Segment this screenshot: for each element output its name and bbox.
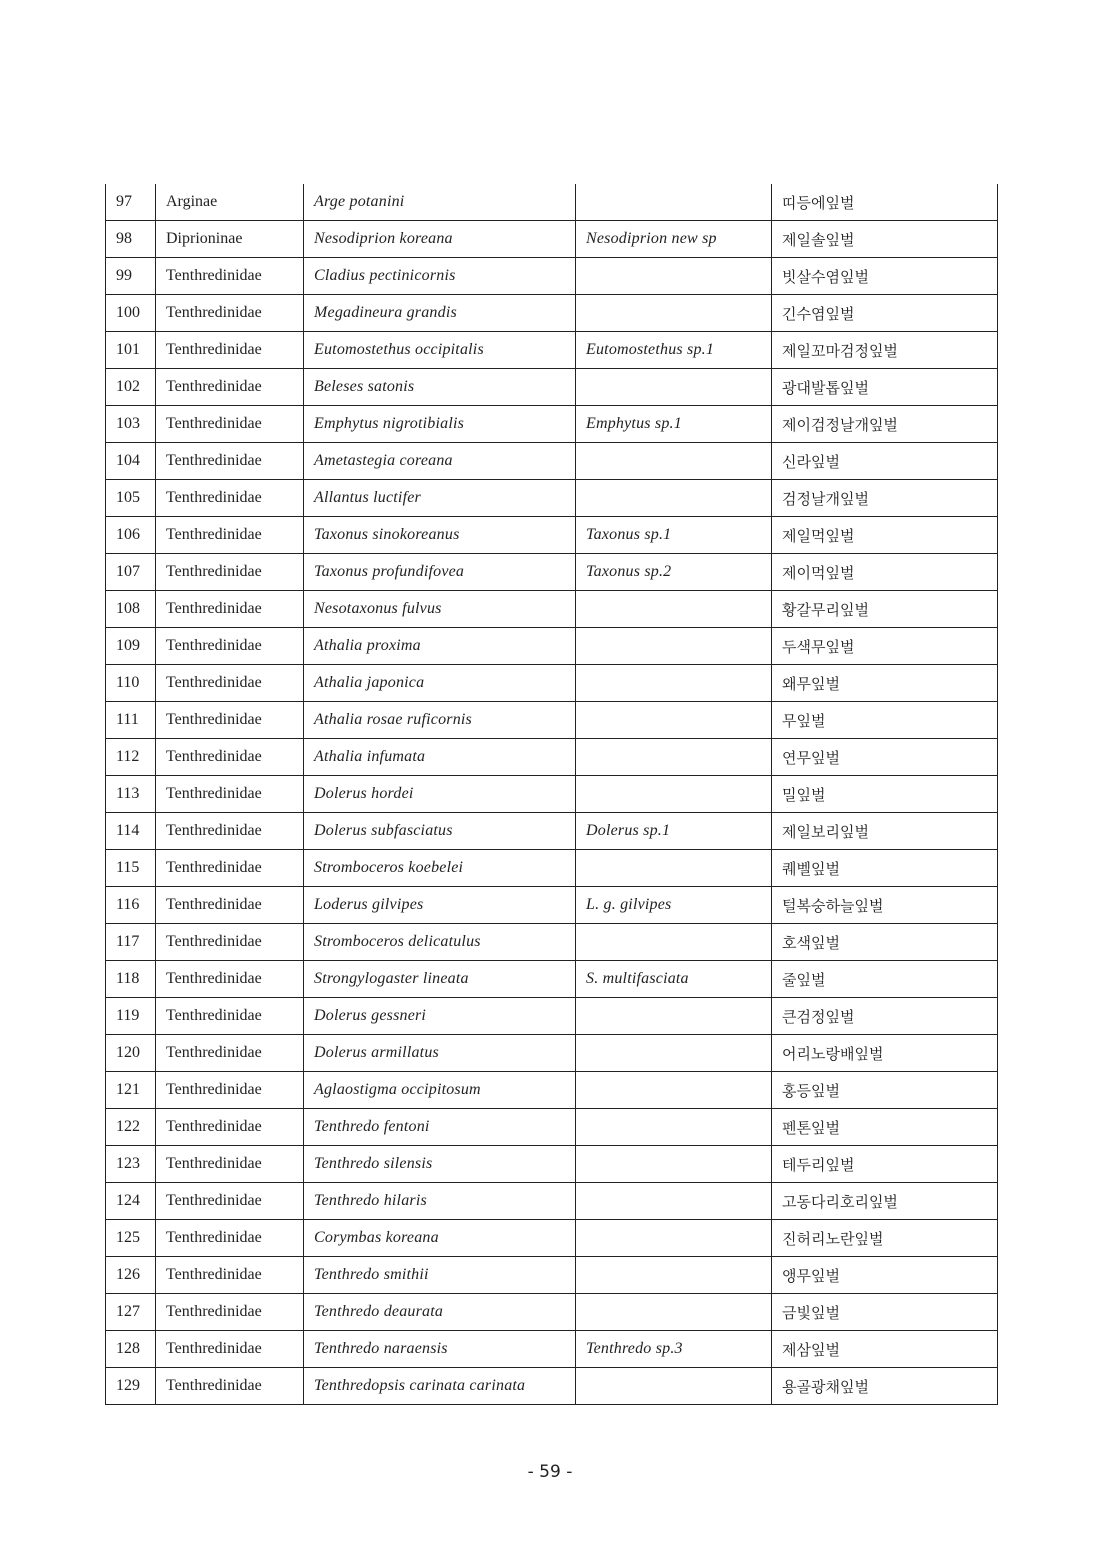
scientific-name-cell: Allantus luctifer: [304, 480, 576, 517]
row-number-cell: 112: [106, 739, 156, 776]
scientific-name-cell: Tenthredo silensis: [304, 1146, 576, 1183]
row-number-cell: 110: [106, 665, 156, 702]
table-row: [106, 332, 998, 369]
synonym-cell: S. multifasciata: [576, 961, 772, 998]
scientific-name-cell: Strongylogaster lineata: [304, 961, 576, 998]
synonym-cell: Tenthredo sp.3: [576, 1331, 772, 1368]
table-row: [106, 1257, 998, 1294]
korean-name-cell: 펜톤잎벌: [772, 1109, 998, 1146]
scientific-name-cell: Tenthredo naraensis: [304, 1331, 576, 1368]
korean-name-cell: 앵무잎벌: [772, 1257, 998, 1294]
table-row: [106, 1146, 998, 1183]
table-row: [106, 1183, 998, 1220]
table-row: [106, 184, 998, 221]
korean-name-cell: 퀘벨잎벌: [772, 850, 998, 887]
korean-name-cell: 광대발톱잎벌: [772, 369, 998, 406]
row-number-cell: 129: [106, 1368, 156, 1405]
scientific-name-cell: Tenthredopsis carinata carinata: [304, 1368, 576, 1405]
row-number-cell: 127: [106, 1294, 156, 1331]
family-cell: Tenthredinidae: [156, 776, 304, 813]
family-cell: Tenthredinidae: [156, 887, 304, 924]
korean-name-cell: 띠등에잎벌: [772, 184, 998, 221]
table-row: [106, 1035, 998, 1072]
family-cell: Tenthredinidae: [156, 1035, 304, 1072]
korean-name-cell: 무잎벌: [772, 702, 998, 739]
row-number-cell: 116: [106, 887, 156, 924]
synonym-cell: [576, 591, 772, 628]
scientific-name-cell: Tenthredo hilaris: [304, 1183, 576, 1220]
family-cell: Tenthredinidae: [156, 665, 304, 702]
family-cell: Tenthredinidae: [156, 406, 304, 443]
synonym-cell: [576, 924, 772, 961]
synonym-cell: [576, 369, 772, 406]
korean-name-cell: 제일먹잎벌: [772, 517, 998, 554]
scientific-name-cell: Dolerus gessneri: [304, 998, 576, 1035]
synonym-cell: [576, 258, 772, 295]
scientific-name-cell: Loderus gilvipes: [304, 887, 576, 924]
synonym-cell: [576, 850, 772, 887]
scientific-name-cell: Eutomostethus occipitalis: [304, 332, 576, 369]
row-number-cell: 123: [106, 1146, 156, 1183]
scientific-name-cell: Tenthredo smithii: [304, 1257, 576, 1294]
korean-name-cell: 제삼잎벌: [772, 1331, 998, 1368]
synonym-cell: Taxonus sp.2: [576, 554, 772, 591]
synonym-cell: [576, 628, 772, 665]
row-number-cell: 126: [106, 1257, 156, 1294]
species-table-body: [106, 184, 998, 1405]
row-number-cell: 107: [106, 554, 156, 591]
family-cell: Tenthredinidae: [156, 1146, 304, 1183]
scientific-name-cell: Nesotaxonus fulvus: [304, 591, 576, 628]
row-number-cell: 103: [106, 406, 156, 443]
family-cell: Tenthredinidae: [156, 332, 304, 369]
row-number-cell: 100: [106, 295, 156, 332]
scientific-name-cell: Beleses satonis: [304, 369, 576, 406]
korean-name-cell: 왜무잎벌: [772, 665, 998, 702]
family-cell: Tenthredinidae: [156, 443, 304, 480]
row-number-cell: 102: [106, 369, 156, 406]
scientific-name-cell: Dolerus armillatus: [304, 1035, 576, 1072]
korean-name-cell: 검정날개잎벌: [772, 480, 998, 517]
family-cell: Tenthredinidae: [156, 480, 304, 517]
synonym-cell: [576, 1109, 772, 1146]
family-cell: Tenthredinidae: [156, 998, 304, 1035]
family-cell: Tenthredinidae: [156, 591, 304, 628]
korean-name-cell: 제이검정날개잎벌: [772, 406, 998, 443]
scientific-name-cell: Stromboceros koebelei: [304, 850, 576, 887]
synonym-cell: Taxonus sp.1: [576, 517, 772, 554]
synonym-cell: [576, 1146, 772, 1183]
scientific-name-cell: Tenthredo fentoni: [304, 1109, 576, 1146]
synonym-cell: [576, 1257, 772, 1294]
synonym-cell: [576, 480, 772, 517]
synonym-cell: [576, 702, 772, 739]
table-row: [106, 702, 998, 739]
family-cell: Arginae: [156, 184, 304, 221]
synonym-cell: Emphytus sp.1: [576, 406, 772, 443]
row-number-cell: 97: [106, 184, 156, 221]
scientific-name-cell: Taxonus profundifovea: [304, 554, 576, 591]
korean-name-cell: 제일꼬마검정잎벌: [772, 332, 998, 369]
korean-name-cell: 제일솔잎벌: [772, 221, 998, 258]
family-cell: Tenthredinidae: [156, 628, 304, 665]
table-row: [106, 1220, 998, 1257]
table-row: [106, 295, 998, 332]
synonym-cell: [576, 776, 772, 813]
table-row: [106, 628, 998, 665]
row-number-cell: 108: [106, 591, 156, 628]
synonym-cell: Nesodiprion new sp: [576, 221, 772, 258]
family-cell: Tenthredinidae: [156, 1183, 304, 1220]
row-number-cell: 122: [106, 1109, 156, 1146]
synonym-cell: Eutomostethus sp.1: [576, 332, 772, 369]
scientific-name-cell: Aglaostigma occipitosum: [304, 1072, 576, 1109]
row-number-cell: 115: [106, 850, 156, 887]
scientific-name-cell: Megadineura grandis: [304, 295, 576, 332]
scientific-name-cell: Athalia japonica: [304, 665, 576, 702]
family-cell: Tenthredinidae: [156, 258, 304, 295]
synonym-cell: [576, 1294, 772, 1331]
table-row: [106, 998, 998, 1035]
row-number-cell: 105: [106, 480, 156, 517]
table-row: [106, 1072, 998, 1109]
family-cell: Diprioninae: [156, 221, 304, 258]
korean-name-cell: 테두리잎벌: [772, 1146, 998, 1183]
scientific-name-cell: Stromboceros delicatulus: [304, 924, 576, 961]
korean-name-cell: 어리노랑배잎벌: [772, 1035, 998, 1072]
table-row: [106, 776, 998, 813]
table-row: [106, 517, 998, 554]
family-cell: Tenthredinidae: [156, 961, 304, 998]
korean-name-cell: 밀잎벌: [772, 776, 998, 813]
table-row: [106, 813, 998, 850]
row-number-cell: 118: [106, 961, 156, 998]
table-row: [106, 406, 998, 443]
synonym-cell: Dolerus sp.1: [576, 813, 772, 850]
scientific-name-cell: Athalia infumata: [304, 739, 576, 776]
row-number-cell: 128: [106, 1331, 156, 1368]
table-row: [106, 554, 998, 591]
family-cell: Tenthredinidae: [156, 1257, 304, 1294]
row-number-cell: 101: [106, 332, 156, 369]
table-row: [106, 739, 998, 776]
korean-name-cell: 두색무잎벌: [772, 628, 998, 665]
scientific-name-cell: Ametastegia coreana: [304, 443, 576, 480]
family-cell: Tenthredinidae: [156, 517, 304, 554]
scientific-name-cell: Nesodiprion koreana: [304, 221, 576, 258]
row-number-cell: 117: [106, 924, 156, 961]
family-cell: Tenthredinidae: [156, 702, 304, 739]
row-number-cell: 104: [106, 443, 156, 480]
synonym-cell: [576, 739, 772, 776]
scientific-name-cell: Emphytus nigrotibialis: [304, 406, 576, 443]
table-row: [106, 480, 998, 517]
synonym-cell: [576, 184, 772, 221]
table-row: [106, 221, 998, 258]
row-number-cell: 120: [106, 1035, 156, 1072]
korean-name-cell: 제이먹잎벌: [772, 554, 998, 591]
row-number-cell: 98: [106, 221, 156, 258]
row-number-cell: 99: [106, 258, 156, 295]
korean-name-cell: 빗살수염잎벌: [772, 258, 998, 295]
scientific-name-cell: Arge potanini: [304, 184, 576, 221]
korean-name-cell: 진허리노란잎벌: [772, 1220, 998, 1257]
korean-name-cell: 줄잎벌: [772, 961, 998, 998]
family-cell: Tenthredinidae: [156, 850, 304, 887]
scientific-name-cell: Tenthredo deaurata: [304, 1294, 576, 1331]
family-cell: Tenthredinidae: [156, 554, 304, 591]
family-cell: Tenthredinidae: [156, 1072, 304, 1109]
synonym-cell: [576, 443, 772, 480]
table-row: [106, 887, 998, 924]
family-cell: Tenthredinidae: [156, 739, 304, 776]
synonym-cell: [576, 1368, 772, 1405]
korean-name-cell: 고동다리호리잎벌: [772, 1183, 998, 1220]
family-cell: Tenthredinidae: [156, 1331, 304, 1368]
scientific-name-cell: Dolerus subfasciatus: [304, 813, 576, 850]
table-row: [106, 443, 998, 480]
korean-name-cell: 큰검정잎벌: [772, 998, 998, 1035]
family-cell: Tenthredinidae: [156, 295, 304, 332]
scientific-name-cell: Corymbas koreana: [304, 1220, 576, 1257]
family-cell: Tenthredinidae: [156, 924, 304, 961]
table-row: [106, 369, 998, 406]
synonym-cell: [576, 295, 772, 332]
korean-name-cell: 제일보리잎벌: [772, 813, 998, 850]
row-number-cell: 111: [106, 702, 156, 739]
korean-name-cell: 연무잎벌: [772, 739, 998, 776]
family-cell: Tenthredinidae: [156, 1220, 304, 1257]
row-number-cell: 114: [106, 813, 156, 850]
synonym-cell: [576, 1220, 772, 1257]
table-row: [106, 961, 998, 998]
family-cell: Tenthredinidae: [156, 1368, 304, 1405]
korean-name-cell: 신라잎벌: [772, 443, 998, 480]
table-row: [106, 1109, 998, 1146]
table-row: [106, 1294, 998, 1331]
table-row: [106, 924, 998, 961]
table-row: [106, 1331, 998, 1368]
korean-name-cell: 금빛잎벌: [772, 1294, 998, 1331]
korean-name-cell: 호색잎벌: [772, 924, 998, 961]
synonym-cell: L. g. gilvipes: [576, 887, 772, 924]
row-number-cell: 124: [106, 1183, 156, 1220]
korean-name-cell: 털복숭하늘잎벌: [772, 887, 998, 924]
synonym-cell: [576, 665, 772, 702]
page-number: - 59 -: [527, 1462, 573, 1482]
korean-name-cell: 홍등잎벌: [772, 1072, 998, 1109]
table-row: [106, 665, 998, 702]
scientific-name-cell: Dolerus hordei: [304, 776, 576, 813]
row-number-cell: 125: [106, 1220, 156, 1257]
synonym-cell: [576, 1035, 772, 1072]
family-cell: Tenthredinidae: [156, 369, 304, 406]
korean-name-cell: 용골광채잎벌: [772, 1368, 998, 1405]
korean-name-cell: 긴수염잎벌: [772, 295, 998, 332]
row-number-cell: 106: [106, 517, 156, 554]
scientific-name-cell: Cladius pectinicornis: [304, 258, 576, 295]
table-row: [106, 1368, 998, 1405]
table-row: [106, 258, 998, 295]
family-cell: Tenthredinidae: [156, 1109, 304, 1146]
row-number-cell: 113: [106, 776, 156, 813]
synonym-cell: [576, 998, 772, 1035]
row-number-cell: 119: [106, 998, 156, 1035]
scientific-name-cell: Taxonus sinokoreanus: [304, 517, 576, 554]
scientific-name-cell: Athalia proxima: [304, 628, 576, 665]
family-cell: Tenthredinidae: [156, 1294, 304, 1331]
row-number-cell: 109: [106, 628, 156, 665]
species-table: [105, 184, 998, 1405]
family-cell: Tenthredinidae: [156, 813, 304, 850]
table-row: [106, 850, 998, 887]
synonym-cell: [576, 1183, 772, 1220]
korean-name-cell: 황갈무리잎벌: [772, 591, 998, 628]
scientific-name-cell: Athalia rosae ruficornis: [304, 702, 576, 739]
synonym-cell: [576, 1072, 772, 1109]
table-row: [106, 591, 998, 628]
row-number-cell: 121: [106, 1072, 156, 1109]
